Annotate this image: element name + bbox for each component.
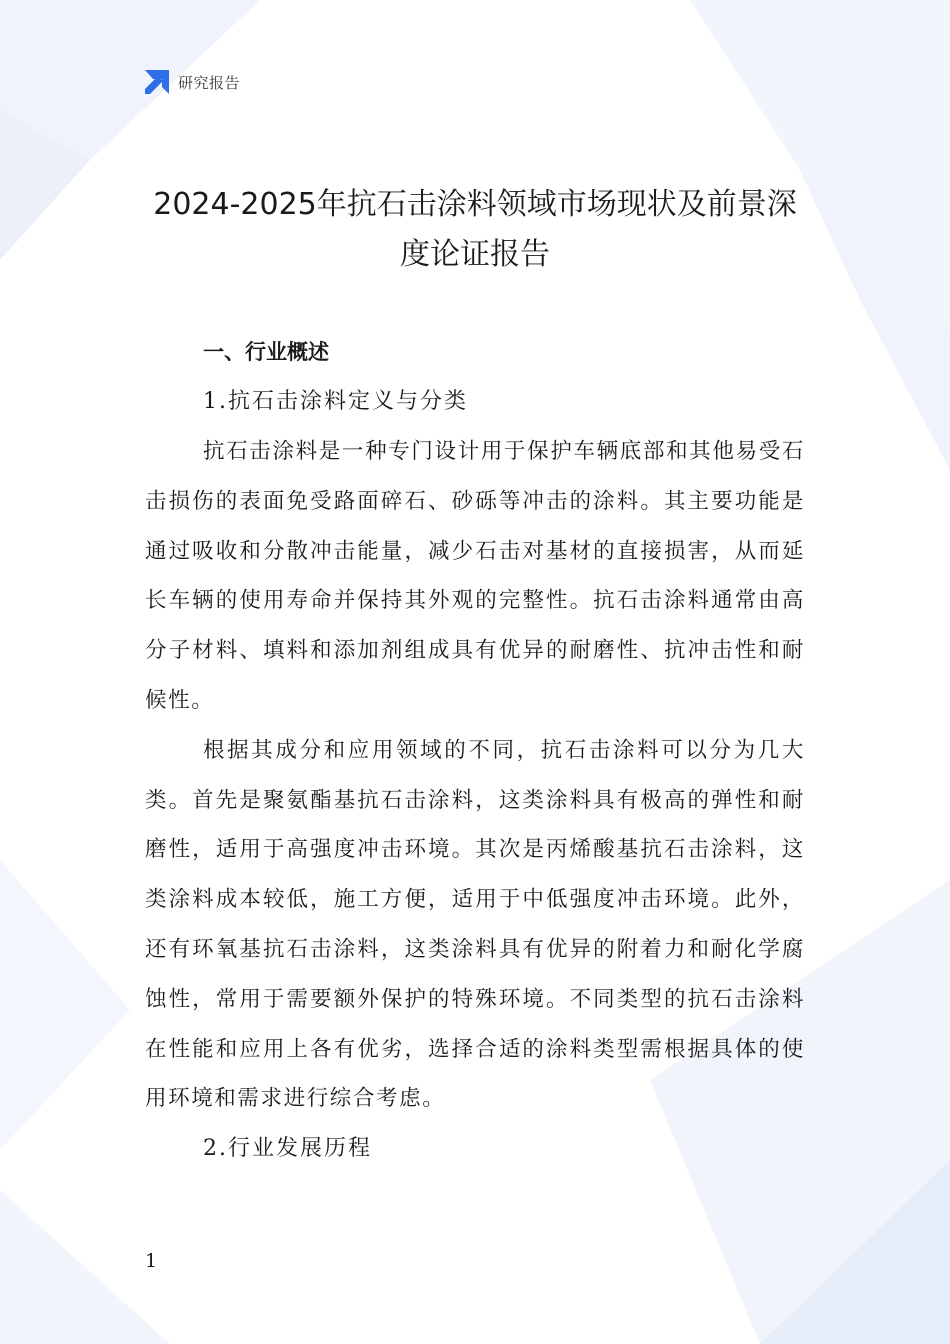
header-label: 研究报告: [178, 73, 241, 92]
paragraph-definition: 抗石击涂料是一种专门设计用于保护车辆底部和其他易受石击损伤的表面免受路面碎石、砂砾等冲击的涂料。其主要功能是通过吸收和分散冲击能量，减少石击对基材的直接损害，从而延长车辆的使用寿命并保持其外观的完整性。抗石击涂料通常由高分子材料、填料和添加剂组成具有优异的耐磨性、抗冲击性和耐候性。: [145, 439, 805, 713]
section-heading: 一、行业概述: [203, 340, 329, 364]
subsection-heading-history: 2.行业发展历程: [203, 1136, 372, 1162]
page-number: 1: [145, 1250, 158, 1272]
title-line-1: 2024-2025年抗石击涂料领域市场现状及前景深: [153, 187, 797, 222]
report-header: [143, 68, 240, 96]
title-line-2: 度论证报告: [400, 237, 550, 272]
paragraph-classification: 根据其成分和应用领域的不同，抗石击涂料可以分为几大类。首先是聚氨酯基抗石击涂料，这类涂料具有极高的弹性和耐磨性，适用于高强度冲击环境。其次是丙烯酸基抗石击涂料，这类涂料成本较低，施工方便，适用于中低强度冲击环境。此外，还有环氧基抗石击涂料，这类涂料具有优异的附着力和耐化学腐蚀性，常用于需要额外保护的特殊环境。不同类型的抗石击涂料在性能和应用上各有优劣，选择合适的涂料类型需根据具体的使用环境和需求进行综合考虑。: [145, 737, 805, 1112]
page-title: [130, 180, 820, 280]
subsection-heading-definition: 1.抗石击涂料定义与分类: [203, 389, 468, 414]
document-body: [145, 327, 805, 1174]
arrow-up-right-icon: [143, 68, 171, 96]
